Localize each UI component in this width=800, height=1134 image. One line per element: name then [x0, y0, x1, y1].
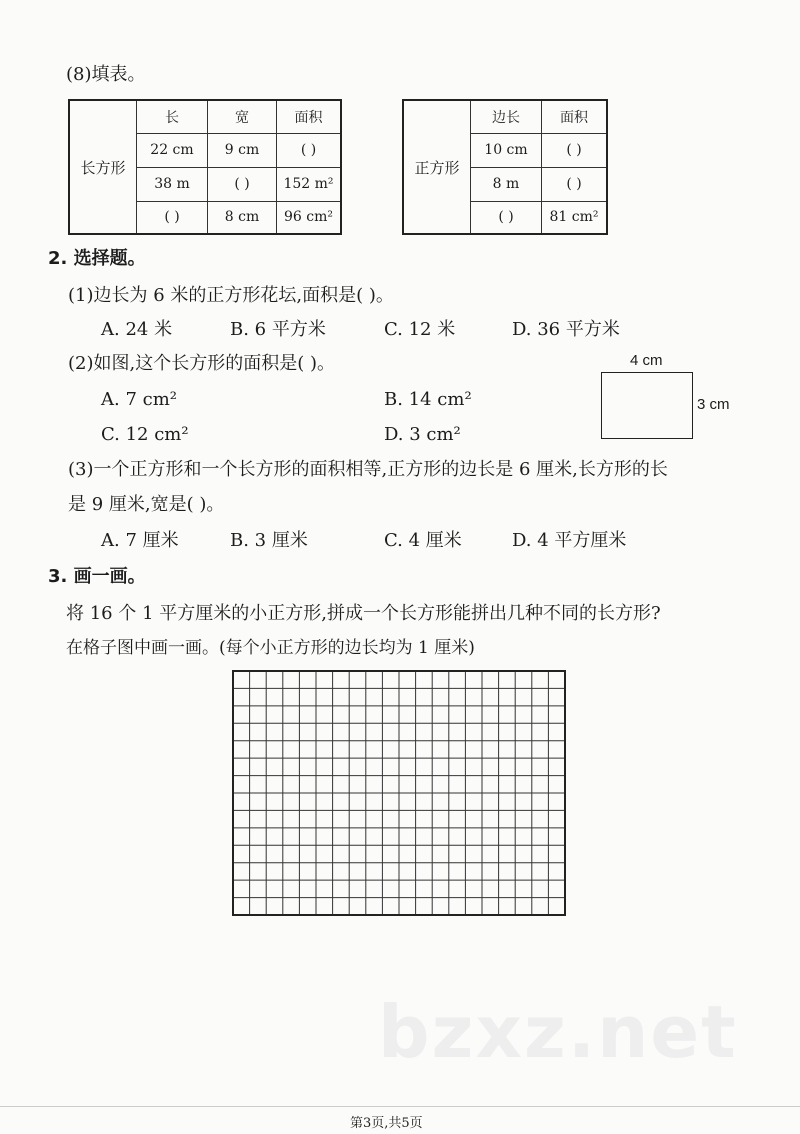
table-cell: 22 cm	[137, 133, 208, 167]
watermark-logo: bzxz.net	[378, 990, 738, 1074]
footer-divider	[0, 1106, 800, 1107]
rect-header-area: 面积	[277, 100, 342, 133]
answer-blank[interactable]: ( )	[208, 167, 277, 201]
q2-option-b[interactable]: B. 14 cm²	[384, 389, 472, 410]
square-header-side: 边长	[471, 100, 542, 133]
q2-option-a[interactable]: A. 7 cm²	[101, 389, 177, 410]
answer-blank[interactable]: ( )	[542, 167, 608, 201]
q3-text-line1: (3)一个正方形和一个长方形的面积相等,正方形的边长是 6 厘米,长方形的长	[68, 459, 668, 480]
q3-option-c[interactable]: C. 4 厘米	[384, 530, 462, 551]
rect-header-width: 宽	[208, 100, 277, 133]
table-cell: 9 cm	[208, 133, 277, 167]
rectangle-figure	[601, 372, 693, 439]
table-cell: 96 cm²	[277, 201, 342, 234]
table-cell: 81 cm²	[542, 201, 608, 234]
rect-header-length: 长	[137, 100, 208, 133]
table-cell: 8 cm	[208, 201, 277, 234]
square-table	[402, 99, 608, 235]
q1-option-b[interactable]: B. 6 平方米	[230, 319, 326, 340]
section3-line2: 在格子图中画一画。(每个小正方形的边长均为 1 厘米)	[66, 638, 475, 658]
figure-side-label: 3 cm	[697, 396, 730, 413]
section3-line1: 将 16 个 1 平方厘米的小正方形,拼成一个长方形能拼出几种不同的长方形?	[66, 603, 661, 624]
q1-option-d[interactable]: D. 36 平方米	[512, 319, 620, 340]
table-cell: 10 cm	[471, 133, 542, 167]
table-cell: 38 m	[137, 167, 208, 201]
square-row-label: 正方形	[403, 100, 471, 234]
q3-option-d[interactable]: D. 4 平方厘米	[512, 530, 627, 551]
rect-row-label: 长方形	[69, 100, 137, 234]
answer-blank[interactable]: ( )	[542, 133, 608, 167]
section3-title: 3. 画一画。	[48, 566, 146, 587]
square-header-area: 面积	[542, 100, 608, 133]
q3-text-line2: 是 9 厘米,宽是( )。	[68, 494, 225, 515]
figure-top-label: 4 cm	[630, 352, 663, 369]
table-cell: 8 m	[471, 167, 542, 201]
q1-option-a[interactable]: A. 24 米	[101, 319, 173, 340]
q2-text: (2)如图,这个长方形的面积是( )。	[68, 353, 335, 374]
table-cell: 152 m²	[277, 167, 342, 201]
page-number: 第3页,共5页	[350, 1116, 423, 1131]
part8-title: (8)填表。	[66, 64, 146, 85]
section2-title: 2. 选择题。	[48, 248, 146, 269]
answer-blank[interactable]: ( )	[471, 201, 542, 234]
q1-option-c[interactable]: C. 12 米	[384, 319, 456, 340]
q2-option-c[interactable]: C. 12 cm²	[101, 424, 189, 445]
q1-text: (1)边长为 6 米的正方形花坛,面积是( )。	[68, 285, 394, 306]
q3-option-b[interactable]: B. 3 厘米	[230, 530, 308, 551]
q2-option-d[interactable]: D. 3 cm²	[384, 424, 461, 445]
answer-blank[interactable]: ( )	[277, 133, 342, 167]
rectangle-table	[68, 99, 342, 235]
q3-option-a[interactable]: A. 7 厘米	[101, 530, 179, 551]
drawing-grid[interactable]	[232, 670, 566, 916]
answer-blank[interactable]: ( )	[137, 201, 208, 234]
